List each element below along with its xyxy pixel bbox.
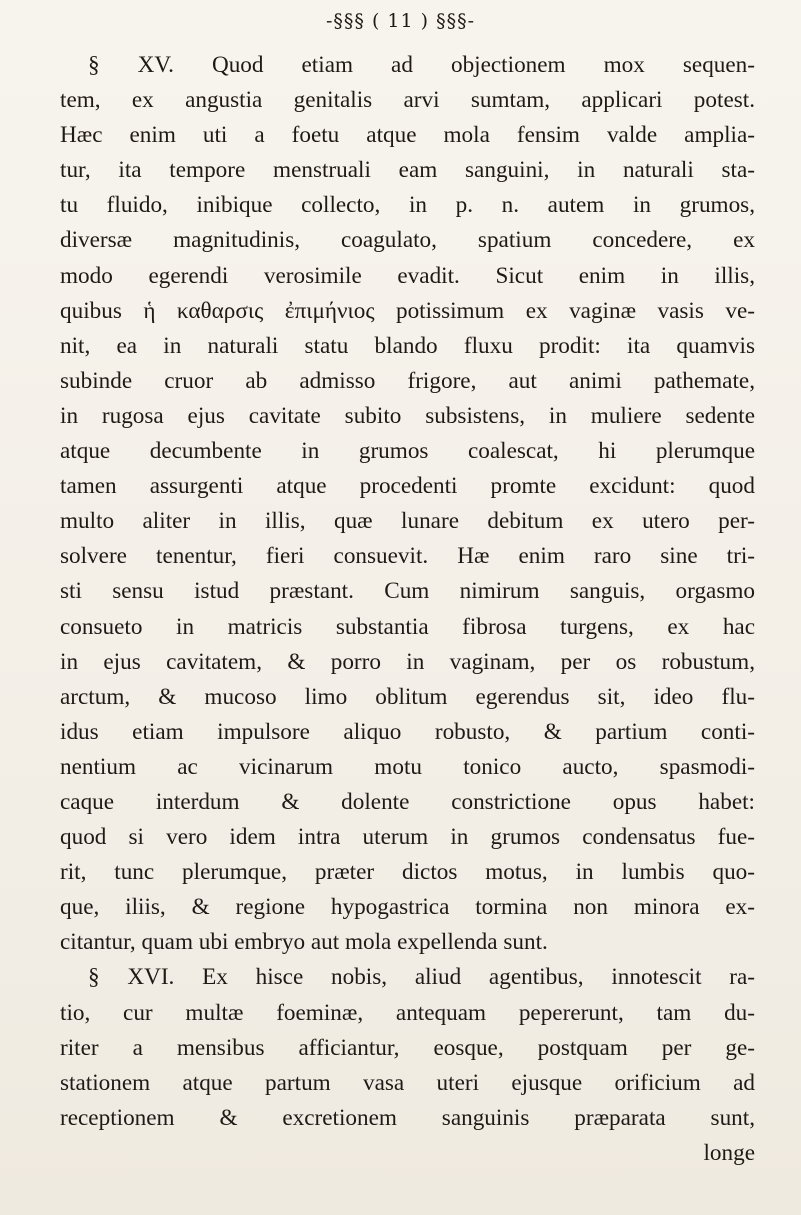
text-line: subinde cruor ab admisso frigore, aut animi pathemate, <box>60 367 755 394</box>
running-head: -§§§ ( 11 ) §§§- <box>326 10 475 32</box>
text-line: consueto in matricis substantia fibrosa turgens, ex hac <box>60 613 755 640</box>
text-line: multo aliter in illis, quæ lunare debitum ex utero per- <box>60 508 755 535</box>
text-line: idus etiam impulsore aliquo robusto, & partium conti- <box>60 718 755 745</box>
text-line: tur, ita tempore menstruali eam sanguini, in naturali sta- <box>60 157 755 184</box>
text-line: arctum, & mucoso limo oblitum egerendus sit, ideo flu- <box>60 683 755 710</box>
text-line: quibus ἡ καθαρσις ἐπιμήνιος potissimum ex vaginæ vasis ve- <box>60 297 755 324</box>
body-text <box>60 48 755 1171</box>
text-line: stationem atque partum vasa uteri ejusque orificium ad <box>60 1069 755 1096</box>
text-line: diversæ magnitudinis, coagulato, spatium concedere, ex <box>60 227 755 254</box>
text-line: solvere tenentur, fieri consuevit. Hæ enim raro sine tri- <box>60 543 755 570</box>
text-line: tio, cur multæ foeminæ, antequam pepererunt, tam du- <box>60 999 755 1026</box>
catchword: longe <box>703 1139 755 1166</box>
text-line: modo egerendi verosimile evadit. Sicut enim in illis, <box>60 262 755 289</box>
text-line: atque decumbente in grumos coalescat, hi plerumque <box>60 438 755 465</box>
text-line: quod si vero idem intra uterum in grumos condensatus fue- <box>60 824 755 851</box>
text-line: receptionem & excretionem sanguinis præparata sunt, <box>60 1104 755 1131</box>
text-line: que, iliis, & regione hypogastrica tormina non minora ex- <box>60 894 755 921</box>
text-line: § XV. Quod etiam ad objectionem mox sequen- <box>88 52 755 78</box>
text-line: riter a mensibus afficiantur, eosque, postquam per ge- <box>60 1034 755 1061</box>
text-line: tem, ex angustia genitalis arvi sumtam, applicari potest. <box>60 87 755 114</box>
text-line: § XVI. Ex hisce nobis, aliud agentibus, innotescit ra- <box>88 964 755 991</box>
text-line: nentium ac vicinarum motu tonico aucto, spasmodi- <box>60 753 755 780</box>
text-line: nit, ea in naturali statu blando fluxu prodit: ita quamvis <box>60 332 755 359</box>
text-line: in ejus cavitatem, & porro in vaginam, per os robustum, <box>60 648 755 675</box>
text-line: citantur, quam ubi embryo aut mola expellenda sunt. <box>60 929 548 956</box>
text-line: Hæc enim uti a foetu atque mola fensim valde amplia- <box>60 122 755 149</box>
text-line: rit, tunc plerumque, præter dictos motus, in lumbis quo- <box>60 859 755 886</box>
text-line: sti sensu istud præstant. Cum nimirum sanguis, orgasmo <box>60 578 755 605</box>
text-line: caque interdum & dolente constrictione opus habet: <box>60 788 755 815</box>
text-line: in rugosa ejus cavitate subito subsistens, in muliere sedente <box>60 402 755 429</box>
text-line: tu fluido, inibique collecto, in p. n. autem in grumos, <box>60 192 755 219</box>
text-line: tamen assurgenti atque procedenti promte excidunt: quod <box>60 473 755 500</box>
